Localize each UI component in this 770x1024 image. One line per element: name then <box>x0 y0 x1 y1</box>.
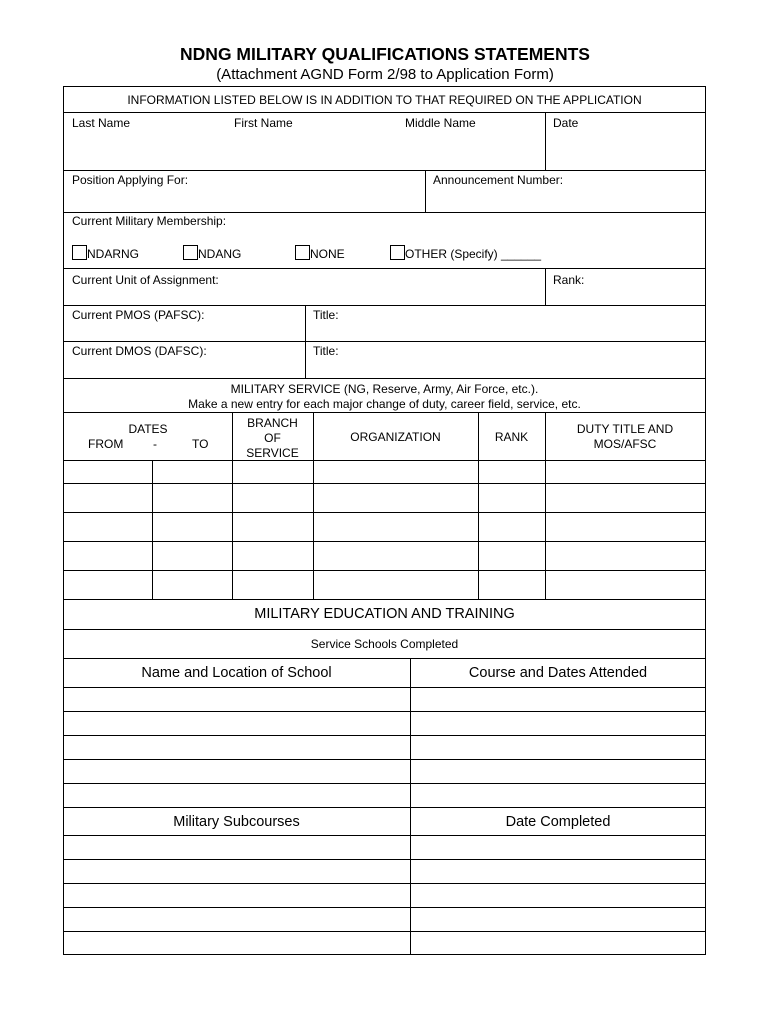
school-row[interactable] <box>64 688 705 710</box>
school-row[interactable] <box>64 784 705 806</box>
rule <box>63 629 706 630</box>
rule <box>63 599 706 600</box>
announcement-field[interactable] <box>426 190 704 211</box>
dates-header: DATES <box>128 422 168 436</box>
duty-header-line2: MOS/AFSC <box>593 437 657 451</box>
subcourse-row[interactable] <box>64 836 705 858</box>
first-name-label: First Name <box>234 116 293 130</box>
option-none-label: NONE <box>310 247 345 261</box>
checkbox-none[interactable] <box>295 245 310 260</box>
subcourse-row[interactable] <box>64 932 705 953</box>
position-field[interactable] <box>64 190 424 211</box>
rule <box>63 170 706 171</box>
membership-label: Current Military Membership: <box>72 214 227 228</box>
name-field[interactable] <box>64 132 544 168</box>
pmos-label: Current PMOS (PAFSC): <box>72 308 205 322</box>
form-title: NDNG MILITARY QUALIFICATIONS STATEMENTS <box>180 44 590 64</box>
position-label: Position Applying For: <box>72 173 189 187</box>
service-row[interactable] <box>64 461 705 483</box>
school-row[interactable] <box>64 712 705 734</box>
outer-border-bottom <box>63 954 706 955</box>
subcourse-row[interactable] <box>64 908 705 930</box>
branch-header-line3: SERVICE <box>246 446 299 460</box>
rule <box>63 341 706 342</box>
to-header: TO <box>192 437 209 451</box>
school-column-header: Name and Location of School <box>141 665 332 681</box>
outer-border-top <box>63 86 706 87</box>
checkbox-ndarng[interactable] <box>72 245 87 260</box>
info-note: INFORMATION LISTED BELOW IS IN ADDITION TO THAT REQUIRED ON THE APPLICATION <box>127 93 642 107</box>
service-row[interactable] <box>64 484 705 512</box>
rule <box>63 305 706 306</box>
from-header: FROM <box>88 437 124 451</box>
course-column-header: Course and Dates Attended <box>468 665 648 681</box>
rule <box>63 807 706 808</box>
school-row[interactable] <box>64 736 705 758</box>
date-field[interactable] <box>546 132 704 168</box>
date-completed-column-header: Date Completed <box>505 814 611 830</box>
school-row[interactable] <box>64 760 705 782</box>
option-other-label: OTHER (Specify) ______ <box>405 247 542 261</box>
rule <box>63 112 706 113</box>
checkbox-ndang[interactable] <box>183 245 198 260</box>
subcourse-row[interactable] <box>64 884 705 906</box>
branch-header-line1: BRANCH <box>247 416 298 430</box>
service-row[interactable] <box>64 513 705 541</box>
subcourses-column-header: Military Subcourses <box>173 814 300 830</box>
service-row[interactable] <box>64 571 705 599</box>
rule <box>63 212 706 213</box>
service-instructions: Make a new entry for each major change of duty, career field, service, etc. <box>188 397 581 411</box>
service-heading: MILITARY SERVICE (NG, Reserve, Army, Air Force, etc.). <box>230 382 539 396</box>
organization-header: ORGANIZATION <box>350 430 441 444</box>
rank-divider <box>545 268 546 306</box>
rule <box>63 268 706 269</box>
last-name-label: Last Name <box>72 116 131 130</box>
middle-name-label: Middle Name <box>405 116 476 130</box>
option-ndang-label: NDANG <box>198 247 242 261</box>
announcement-label: Announcement Number: <box>433 173 564 187</box>
service-schools-subheading: Service Schools Completed <box>310 637 459 651</box>
subcourse-row[interactable] <box>64 860 705 882</box>
rule <box>63 378 706 379</box>
rank-header: RANK <box>494 430 529 444</box>
checkbox-other[interactable] <box>390 245 405 260</box>
education-heading: MILITARY EDUCATION AND TRAINING <box>254 606 515 622</box>
rule <box>63 658 706 659</box>
duty-header-line1: DUTY TITLE AND <box>576 422 674 436</box>
date-label: Date <box>553 116 579 130</box>
pmos-title-label: Title: <box>313 308 339 322</box>
service-row[interactable] <box>64 542 705 570</box>
option-ndarng-label: NDARNG <box>87 247 140 261</box>
dmos-label: Current DMOS (DAFSC): <box>72 344 207 358</box>
unit-label: Current Unit of Assignment: <box>72 273 219 287</box>
form-subtitle: (Attachment AGND Form 2/98 to Application Form) <box>216 66 554 83</box>
dmos-title-label: Title: <box>313 344 339 358</box>
rank-label: Rank: <box>553 273 585 287</box>
rule <box>63 412 706 413</box>
dash: - <box>153 437 157 451</box>
title-divider <box>305 305 306 379</box>
branch-header-line2: OF <box>264 431 281 445</box>
